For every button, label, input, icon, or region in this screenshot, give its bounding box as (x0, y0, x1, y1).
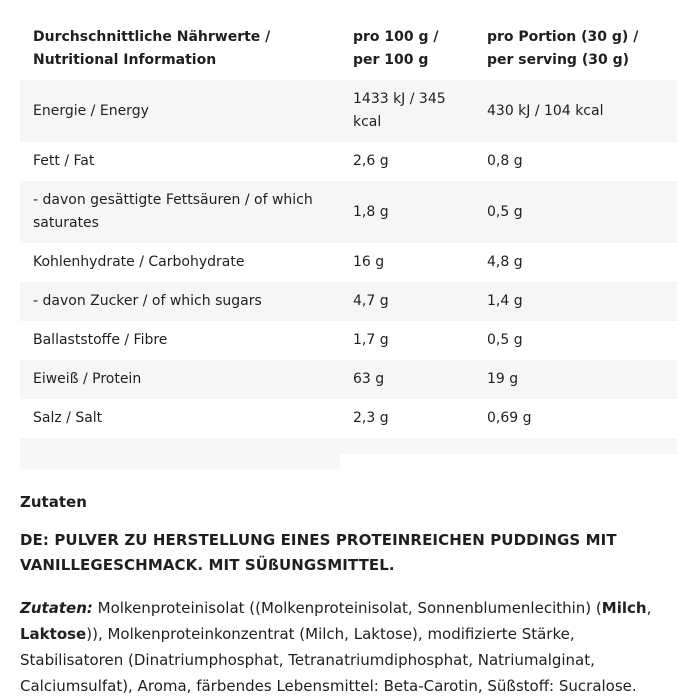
value-per-100g: 1,8 g (340, 181, 474, 243)
nutrient-name: Energie / Energy (20, 80, 340, 142)
value-per-serving: 0,69 g (474, 399, 677, 438)
table-row (20, 80, 677, 142)
value-per-100g: 1433 kJ / 345 kcal (340, 80, 474, 142)
table-row (20, 142, 677, 181)
value-per-serving: 0,5 g (474, 181, 677, 243)
value-per-serving: 1,4 g (474, 282, 677, 321)
value-per-100g: 16 g (340, 243, 474, 282)
table-footer-stripe (20, 438, 340, 469)
value-per-100g: 2,6 g (340, 142, 474, 181)
value-per-serving: 19 g (474, 360, 677, 399)
ingredients-text: Molkenproteinisolat ((Molkenproteinisolat, Sonnenblumenlecithin) ( (92, 599, 602, 617)
ingredients-text: , (646, 599, 652, 617)
nutrient-name: Ballaststoffe / Fibre (20, 321, 340, 360)
table-row (20, 282, 677, 321)
header-nutrient: Durchschnittliche Nährwerte / Nutritional Information (20, 18, 340, 80)
nutrient-name: - davon Zucker / of which sugars (20, 282, 340, 321)
value-per-100g: 2,3 g (340, 399, 474, 438)
nutrient-name: - davon gesättigte Fettsäuren / of which saturates (20, 181, 340, 243)
value-per-serving: 0,5 g (474, 321, 677, 360)
nutrient-name: Fett / Fat (20, 142, 340, 181)
table-row (20, 399, 677, 438)
value-per-serving: 0,8 g (474, 142, 677, 181)
nutrition-table (20, 18, 677, 438)
table-row (20, 321, 677, 360)
value-per-100g: 4,7 g (340, 282, 474, 321)
value-per-serving: 4,8 g (474, 243, 677, 282)
table-row (20, 243, 677, 282)
nutrient-name: Eiweiß / Protein (20, 360, 340, 399)
value-per-serving: 430 kJ / 104 kcal (474, 80, 677, 142)
ingredients-label: Zutaten: (20, 599, 93, 617)
nutrient-name: Kohlenhydrate / Carbohydrate (20, 243, 340, 282)
value-per-100g: 63 g (340, 360, 474, 399)
header-per-serving: pro Portion (30 g) / per serving (30 g) (474, 18, 677, 80)
value-per-100g: 1,7 g (340, 321, 474, 360)
ingredients-paragraph (20, 595, 677, 699)
table-row (20, 181, 677, 243)
table-header-row (20, 18, 677, 80)
nutrient-name: Salz / Salt (20, 399, 340, 438)
nutrition-table-container (20, 18, 677, 438)
table-footer-stripe (340, 438, 677, 454)
table-row (20, 360, 677, 399)
header-per-100g: pro 100 g / per 100 g (340, 18, 474, 80)
allergen-lactose: Laktose (20, 625, 87, 643)
product-description: DE: PULVER ZU HERSTELLUNG EINES PROTEINREICHEN PUDDINGS MIT VANILLEGESCHMACK. MIT SÜßUNGSMITTEL. (20, 531, 617, 574)
ingredients-text: )), Molkenproteinkonzentrat (Milch, Laktose), modifizierte Stärke, Stabilisatoren (Dinatriumphosphat, Tetranatriumdiphosphat, Natriumalginat, Calciumsulfat), Aroma, färbendes Lebensmittel: Beta-Carotin, Süßstoff: Sucralose. (20, 625, 637, 695)
allergen-milk: Milch (601, 599, 647, 617)
zutaten-heading: Zutaten (20, 493, 87, 511)
